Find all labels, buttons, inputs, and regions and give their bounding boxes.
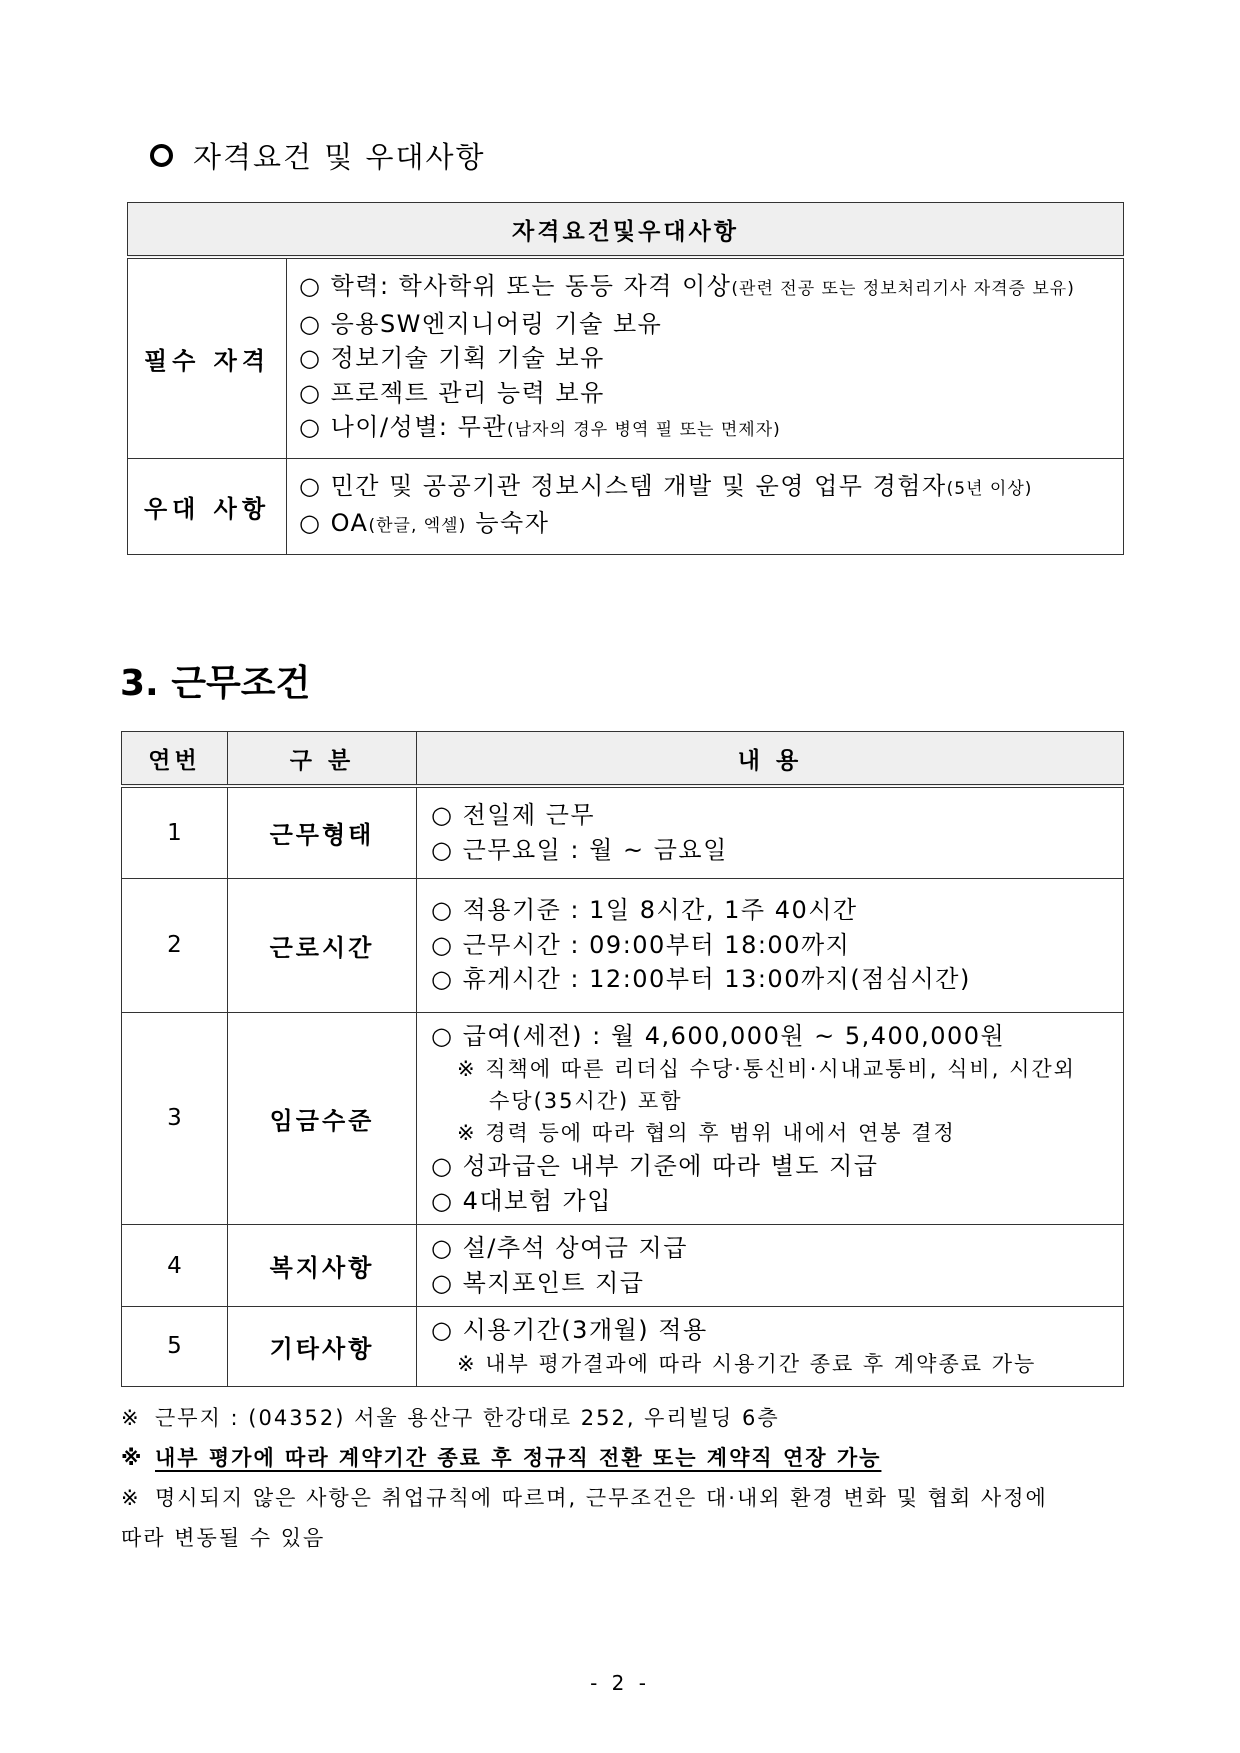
row-category: 임금수준 [228,1012,417,1225]
row-content: ○ 설/추석 상여금 지급 ○ 복지포인트 지급 [417,1225,1124,1307]
row-number: 4 [122,1225,228,1307]
row-category: 근무형태 [228,786,417,878]
required-item: ○ 정보기술 기획 기술 보유 [299,344,605,372]
preferred-content [287,458,1124,554]
preferred-item: ○ OA(한글, 엑셀) 능숙자 [299,509,550,537]
row-number: 5 [122,1307,228,1387]
required-item: ○ 응용SW엔지니어링 기술 보유 [299,309,663,338]
header-category: 구 분 [228,732,417,787]
work-conditions-table [121,731,1124,1387]
note-location: ※ 근무지 : (04352) 서울 용산구 한강대로 252, 우리빌딩 6층 [121,1406,780,1430]
page-number: - 2 - [590,1671,650,1695]
header-content: 내 용 [417,732,1124,787]
section-title: 자격요건 및 우대사항 [193,140,486,174]
section-heading [150,135,486,176]
row-content: ○ 적용기준 : 1일 8시간, 1주 40시간 ○ 근무시간 : 09:00부터 18:00까지 ○ 휴게시간 : 12:00부터 13:00까지(점심시간) [417,878,1124,1012]
note-general-cont: 따라 변동될 수 있음 [121,1526,326,1550]
table-row [122,1225,1124,1307]
header-number: 연번 [122,732,228,787]
row-number: 3 [122,1012,228,1225]
qualification-table-header: 자격요건및우대사항 [128,203,1124,258]
preferred-label: 우대 사항 [128,458,287,554]
required-item: ○ 학력: 학사학위 또는 동등 자격 이상(관련 전공 또는 정보처리기사 자격증 보유) [299,272,1075,300]
required-label: 필수 자격 [128,257,287,458]
table-row [122,878,1124,1012]
required-item: ○ 프로젝트 관리 능력 보유 [299,378,605,407]
row-category: 복지사항 [228,1225,417,1307]
row-category: 기타사항 [228,1307,417,1387]
preferred-item: ○ 민간 및 공공기관 정보시스템 개발 및 운영 업무 경험자(5년 이상) [299,471,1033,500]
table-row [122,1012,1124,1225]
note-general: ※ 명시되지 않은 사항은 취업규칙에 따르며, 근무조건은 대·내외 환경 변화 및 협회 사정에 [121,1486,1048,1510]
row-number: 1 [122,786,228,878]
note-conversion: ※ 내부 평가에 따라 계약기간 종료 후 정규직 전환 또는 계약직 연장 가능 [121,1446,882,1470]
row-number: 2 [122,878,228,1012]
work-conditions-heading: 3. 근무조건 [120,663,311,704]
circle-bullet-icon [150,144,173,167]
table-row [122,1307,1124,1387]
row-content: ○ 급여(세전) : 월 4,600,000원 ~ 5,400,000원 ※ 직책에 따른 리더십 수당·통신비·시내교통비, 식비, 시간외 수당(35시간) 포함 ※ 경력 등에 따라 협의 후 범위 내에서 연봉 결정 ○ 성과급은 내부 기준에 따라 별도 지급 ○ 4대보험 가입 [417,1012,1124,1225]
required-item: ○ 나이/성별: 무관(남자의 경우 병역 필 또는 면제자) [299,413,781,441]
qualification-table [127,202,1124,555]
row-category: 근로시간 [228,878,417,1012]
row-content: ○ 시용기간(3개월) 적용 ※ 내부 평가결과에 따라 시용기간 종료 후 계약종료 가능 [417,1307,1124,1387]
row-content: ○ 전일제 근무 ○ 근무요일 : 월 ~ 금요일 [417,786,1124,878]
required-content [287,257,1124,458]
notes [121,1398,1124,1558]
table-row [122,786,1124,878]
